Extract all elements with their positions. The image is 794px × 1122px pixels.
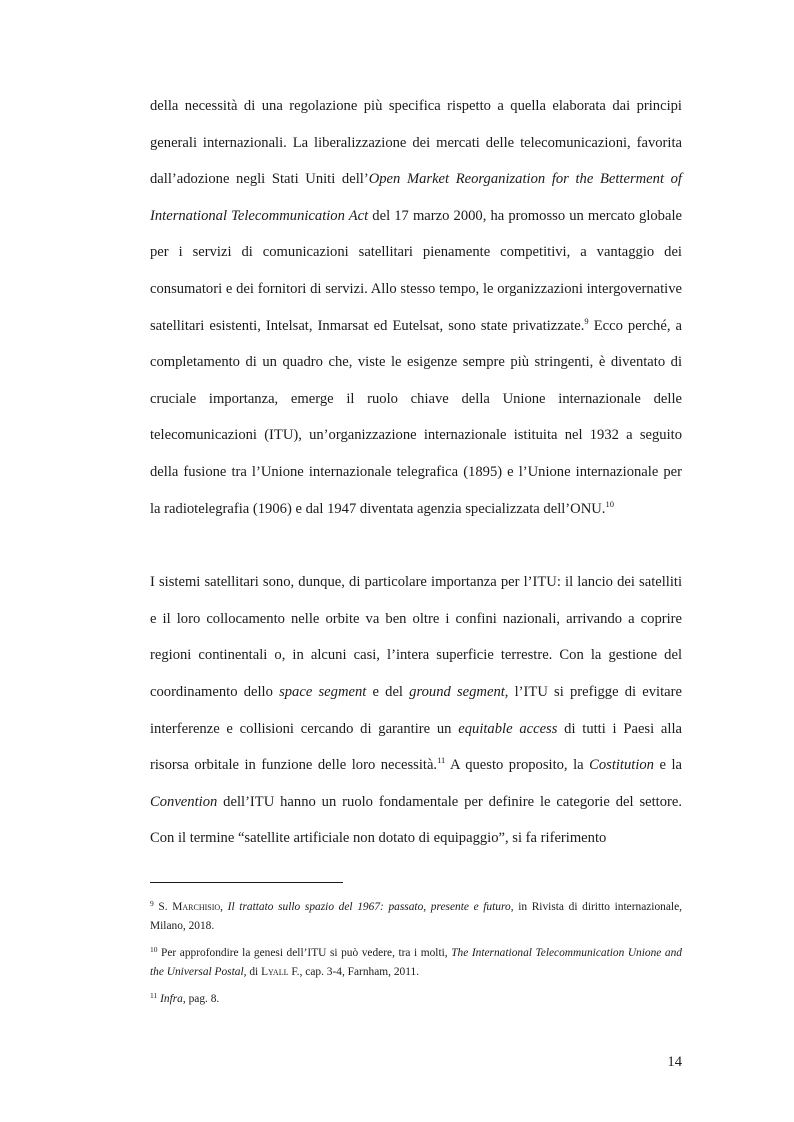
paragraph-2-text: , l’ITU si prefigge di evitare interferenze e collisioni cercando di garantire un bbox=[150, 683, 682, 737]
footnote-ref-11[interactable]: 11 bbox=[437, 755, 446, 766]
paragraph-1-text: Ecco perché, a completamento di un quadro che, viste le esigenze sempre più stringenti, è diventato di cruciale importanza, emerge il ruolo chiave della Unione internazionale delle telecomunicazioni (ITU), un’organizzazione internazionale istituita nel 1932 a seguito della fusione tra l’Unione internazionale telegrafica (1895) e l’Unione internazionale per la radiotelegrafia (1906) e dal 1947 diventata agenzia specializzata dell’ONU. bbox=[150, 317, 683, 517]
footnote-11 bbox=[150, 990, 682, 1009]
term-space-segment: space segment bbox=[279, 683, 367, 700]
footnote-title: The International Telecommunication Unione and the Universal Postal, bbox=[150, 947, 682, 978]
footnote-author: Lyall bbox=[261, 965, 289, 978]
footnote-number: 9 bbox=[150, 899, 154, 908]
footnote-text: F., cap. 3-4, Farnham, 2011. bbox=[288, 965, 420, 978]
paragraph-2 bbox=[150, 564, 682, 857]
footnote-ref-10[interactable]: 10 bbox=[605, 498, 614, 509]
footnote-9: $^9$ S. Marchisio, Il trattato sullo spazio del 1967: passato, presente e futuro, in Rivista di diritto internazionale, Milano, 2018. bbox=[150, 899, 682, 932]
footnote-author-initial: S. bbox=[158, 901, 173, 913]
paragraph-2-text: e del bbox=[366, 683, 410, 700]
footnote-ref-9[interactable]: 9 bbox=[584, 315, 589, 326]
paragraph-2-text: A questo proposito, la bbox=[445, 757, 590, 774]
footnote-text: , in Rivista di diritto internazionale, Milano, 2018. bbox=[150, 901, 682, 932]
footnote-text: di bbox=[246, 965, 262, 978]
footnote-title: Il trattato sullo spazio del 1967: passato, presente e futuro bbox=[227, 901, 511, 913]
term-convention: Convention bbox=[150, 793, 218, 810]
paragraph-1 bbox=[150, 88, 682, 527]
body-text bbox=[150, 88, 682, 857]
term-costitution: Costitution bbox=[589, 757, 654, 774]
paragraph-2-text: I sistemi satellitari sono, dunque, di particolare importanza per l’ITU: il lancio dei satelliti e il loro collocamento nelle orbite va ben oltre i confini nazionali, arrivando a coprire regioni continentali o, in alcuni casi, l’intera superficie terrestre. Con la gestione del coordinamento dello bbox=[150, 574, 682, 700]
footnote-number: 10 bbox=[150, 945, 158, 954]
footnote-separator bbox=[150, 882, 343, 883]
act-title: Open Market Reorganization for the Betterment of International Telecommunication Act bbox=[150, 171, 682, 224]
term-ground-segment: ground segment bbox=[409, 683, 505, 700]
footnote-text: Per approfondire la genesi dell’ITU si può vedere, tra i molti, bbox=[157, 947, 452, 959]
paragraph-2-text: e la bbox=[653, 757, 682, 774]
footnote-number: 11 bbox=[150, 991, 158, 1000]
footnote-10 bbox=[150, 944, 682, 981]
footnote-infra: Infra bbox=[160, 993, 183, 1005]
footnote-text: , pag. 8. bbox=[182, 993, 220, 1005]
paragraph-2-text: di tutti i Paesi alla risorsa orbitale in funzione delle loro necessità. bbox=[150, 720, 682, 774]
term-equitable-access: equitable access bbox=[458, 720, 558, 737]
footnotes bbox=[150, 898, 682, 1018]
footnote-author: Marchisio bbox=[172, 901, 221, 913]
paragraph-2-text: dell’ITU hanno un ruolo fondamentale per definire le categorie del settore. Con il termine “satellite artificiale non dotato di equipaggio”, si fa riferimento bbox=[150, 793, 682, 847]
paragraph-1-text: del 17 marzo 2000, ha promosso un mercato globale per i servizi di comunicazioni satellitari pienamente competitivi, a vantaggio dei consumatori e dei fornitori di servizi. Allo stesso tempo, le organizzazioni intergovernative satellitari esistenti, Intelsat, Inmarsat ed Eutelsat, sono state privatizzate. bbox=[150, 207, 682, 334]
page-number: 14 bbox=[667, 1054, 682, 1070]
paragraph-1-text: della necessità di una regolazione più specifica rispetto a quella elaborata dai principi generali internazionali. La liberalizzazione dei mercati delle telecomunicazioni, favorita dall’adozione negli Stati Uniti dell’ bbox=[150, 98, 682, 188]
